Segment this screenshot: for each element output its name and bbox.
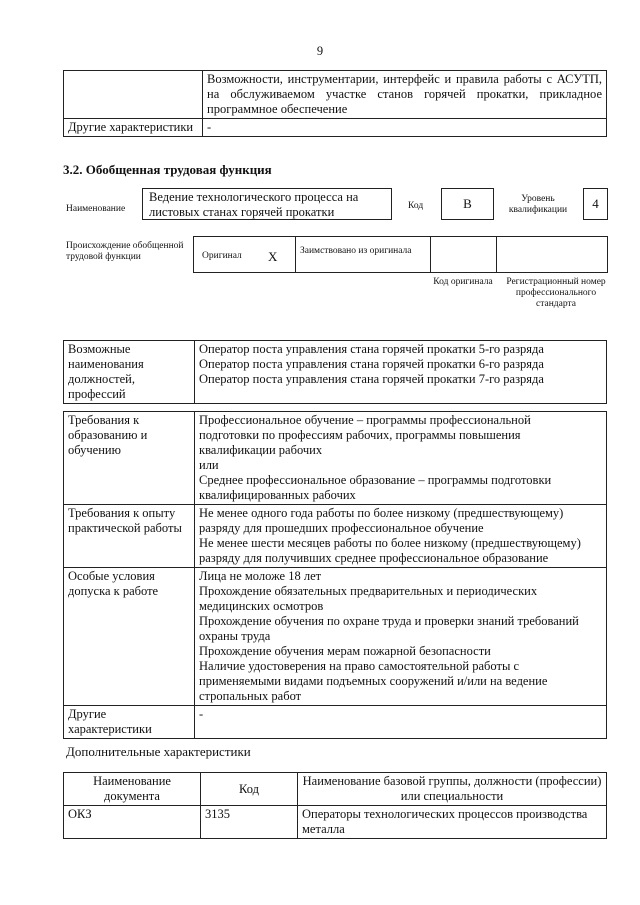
experience-line: Не менее шести месяцев работы по более низкому (предшествующему) <box>199 536 581 550</box>
additional-table <box>63 772 607 839</box>
origin-divider-2 <box>430 237 431 272</box>
origin-table <box>193 236 608 273</box>
experience-line: разряду для прошедших профессиональное обучение <box>199 521 484 535</box>
code-value-box: B <box>441 188 494 220</box>
top-table-tools-text: Возможности, инструментарии, интерфейс и правила работы с АСУТП, на обслуживаемом участке станов горячей прокатки, прикладное программное обеспечение <box>203 71 607 119</box>
additional-heading: Дополнительные характеристики <box>66 744 251 759</box>
special-conditions-line: применяемыми видами подъемных сооружений и/или на ведение <box>199 674 548 688</box>
position-item: Оператор поста управления стана горячей прокатки 5-го разряда <box>199 342 544 356</box>
origin-divider-3 <box>496 237 497 272</box>
special-conditions-line: стропальных работ <box>199 689 302 703</box>
top-table-other-value: - <box>203 119 607 137</box>
education-line: Профессиональное обучение – программы профессиональной <box>199 413 531 427</box>
position-item: Оператор поста управления стана горячей прокатки 7-го разряда <box>199 372 544 386</box>
special-conditions-line: медицинских осмотров <box>199 599 324 613</box>
original-mark: X <box>268 249 278 264</box>
col-group-header: Наименование базовой группы, должности (профессии) или специальности <box>298 773 607 806</box>
level-value-box: 4 <box>583 188 608 220</box>
other-characteristics-label: Другие характеристики <box>64 706 195 739</box>
education-label: Требования к образованию и обучению <box>64 412 195 505</box>
position-item: Оператор поста управления стана горячей прокатки 6-го разряда <box>199 357 544 371</box>
borrowed-label: Заимствовано из оригинала <box>300 246 412 256</box>
table-row <box>64 806 607 839</box>
special-conditions-line: охраны труда <box>199 629 271 643</box>
special-conditions-line: Лица не моложе 18 лет <box>199 569 322 583</box>
col-code-header: Код <box>201 773 298 806</box>
education-line: квалификации рабочих <box>199 443 323 457</box>
page-number: 9 <box>316 44 324 58</box>
name-label: Наименование <box>66 204 126 214</box>
special-conditions-line: Прохождение обучения мерам пожарной безопасности <box>199 644 491 658</box>
okz-doc-cell: ОКЗ <box>64 806 201 839</box>
origin-label: Происхождение обобщенной трудовой функции <box>66 241 184 262</box>
original-label: Оригинал <box>202 251 242 261</box>
reg-number-caption: Регистрационный номер профессионального стандарта <box>506 277 606 309</box>
education-line: подготовки по профессиям рабочих, программы повышения <box>199 428 521 442</box>
positions-list <box>195 341 607 404</box>
level-label: Уровень квалификации <box>508 194 568 215</box>
code-label: Код <box>408 201 424 211</box>
special-conditions-line: Прохождение обязательных предварительных и периодических <box>199 584 538 598</box>
requirements-table <box>63 411 607 739</box>
experience-line: Не менее одного года работы по более низкому (предшествующему) <box>199 506 564 520</box>
special-conditions-line: Прохождение обучения по охране труда и проверки знаний требований <box>199 614 579 628</box>
education-line: квалифицированных рабочих <box>199 488 356 502</box>
function-name-box: Ведение технологического процесса на листовых станах горячей прокатки <box>142 188 392 220</box>
top-table-other-label: Другие характеристики <box>64 119 203 137</box>
okz-code-cell: 3135 <box>201 806 298 839</box>
okz-name-cell: Операторы технологических процессов производства металла <box>298 806 607 839</box>
section-heading: 3.2. Обобщенная трудовая функция <box>63 162 272 177</box>
col-document-header: Наименование документа <box>64 773 201 806</box>
code-original-caption: Код оригинала <box>433 277 493 287</box>
special-conditions-line: Наличие удостоверения на право самостоятельной работы с <box>199 659 520 673</box>
top-table <box>63 70 607 137</box>
experience-label: Требования к опыту практической работы <box>64 505 195 568</box>
special-conditions-label: Особые условия допуска к работе <box>64 568 195 706</box>
experience-line: разряду для получивших среднее профессиональное образование <box>199 551 549 565</box>
special-conditions-text <box>195 568 607 706</box>
other-characteristics-value: - <box>195 706 607 739</box>
education-line: Среднее профессиональное образование – программы подготовки <box>199 473 552 487</box>
positions-table <box>63 340 607 404</box>
origin-divider-1 <box>295 237 296 272</box>
positions-label: Возможные наименования должностей, профессий <box>64 341 195 404</box>
education-text <box>195 412 607 505</box>
education-line: или <box>199 458 219 472</box>
experience-text <box>195 505 607 568</box>
